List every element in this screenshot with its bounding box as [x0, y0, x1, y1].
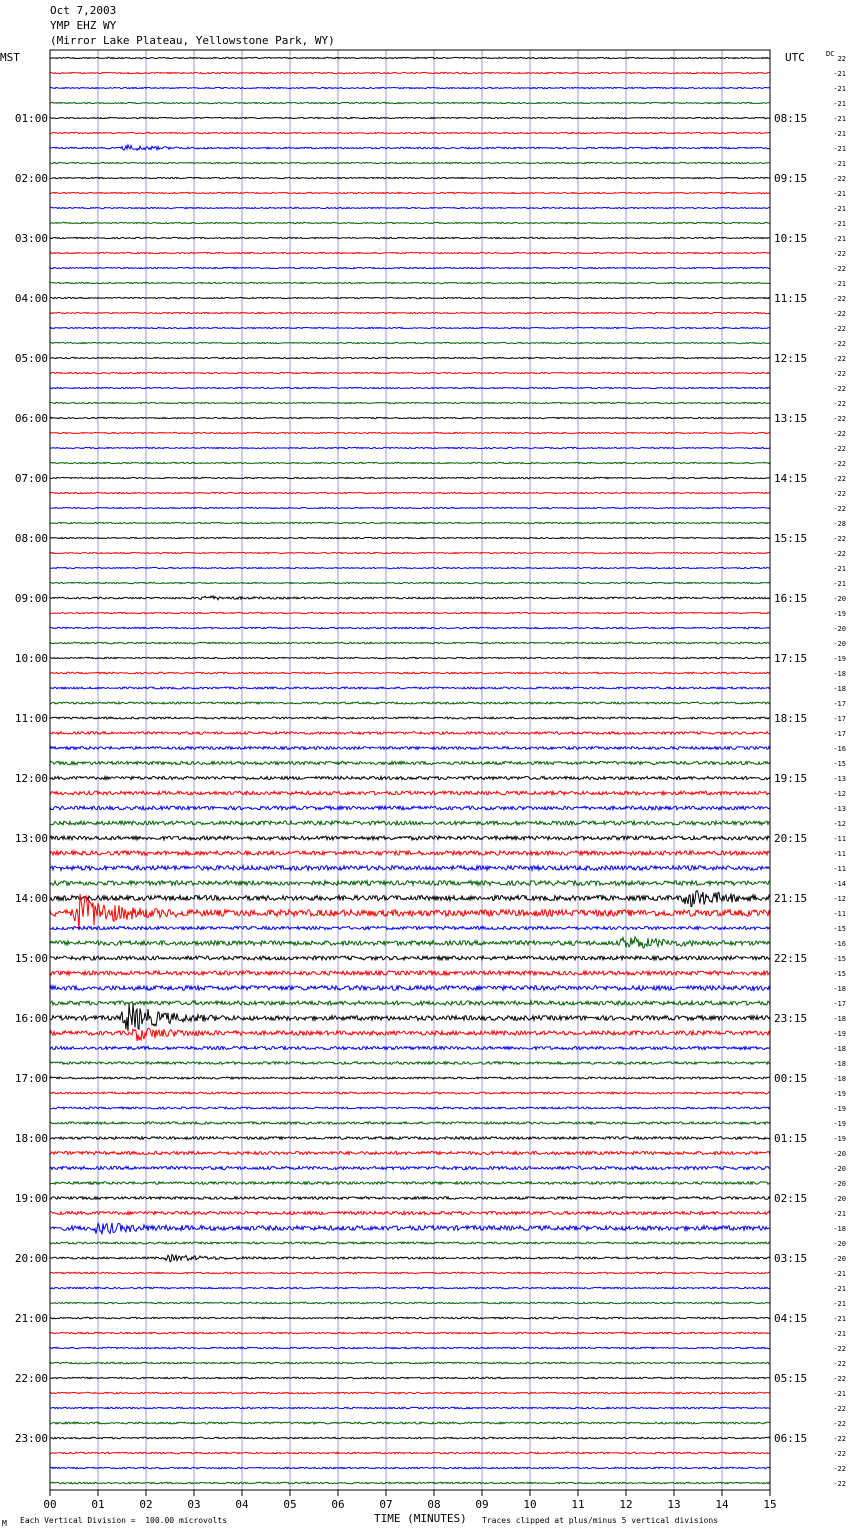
seismic-trace	[50, 342, 770, 343]
seismic-trace	[50, 596, 770, 600]
seismic-trace	[50, 522, 770, 523]
seismic-trace	[50, 1452, 770, 1454]
dc-offset-labels	[833, 55, 846, 1488]
dc-offset-label: -22	[833, 1465, 846, 1473]
utc-hour-labels	[774, 112, 807, 1445]
seismic-trace	[50, 1166, 770, 1169]
dc-offset-label: -22	[833, 355, 846, 363]
seismic-trace	[50, 1092, 770, 1094]
x-tick-label: 05	[283, 1498, 297, 1511]
seismic-traces	[50, 57, 770, 1484]
dc-offset-label: -21	[833, 85, 846, 93]
dc-offset-label: -22	[833, 490, 846, 498]
dc-offset-label: -20	[833, 1150, 846, 1158]
dc-offset-label: -22	[833, 1435, 846, 1443]
seismic-trace	[50, 1211, 770, 1214]
seismic-trace	[50, 1437, 770, 1439]
dc-offset-label: -17	[833, 1000, 846, 1008]
x-tick-label: 12	[619, 1498, 633, 1511]
seismic-trace	[50, 1151, 770, 1154]
dc-offset-label: -11	[833, 865, 846, 873]
seismic-trace	[50, 881, 770, 886]
dc-offset-label: -21	[833, 580, 846, 588]
corner-mark: M	[2, 1519, 7, 1528]
seismic-trace	[50, 1347, 770, 1349]
utc-hour-label: 21:15	[774, 892, 808, 905]
dc-offset-label: -22	[833, 1360, 846, 1368]
mst-hour-label: 19:00	[14, 1192, 48, 1205]
seismic-trace	[50, 1137, 770, 1140]
seismic-trace	[50, 1077, 770, 1079]
seismic-trace	[50, 447, 770, 448]
seismic-trace	[50, 1182, 770, 1185]
dc-offset-label: -22	[833, 1375, 846, 1383]
dc-offset-label: -20	[833, 625, 846, 633]
seismic-trace	[50, 956, 770, 960]
mst-hour-label: 05:00	[14, 352, 48, 365]
x-tick-label: 03	[187, 1498, 201, 1511]
seismic-trace	[50, 102, 770, 103]
scale-note: Each Vertical Division = 100.00 microvolts	[20, 1516, 228, 1525]
utc-hour-label: 10:15	[774, 232, 808, 245]
seismic-trace	[50, 1242, 770, 1244]
seismic-trace	[50, 132, 770, 133]
dc-offset-label: -20	[833, 1195, 846, 1203]
dc-offset-label: -15	[833, 970, 846, 978]
seismic-trace	[50, 1377, 770, 1379]
seismic-trace	[50, 702, 770, 704]
dc-offset-label: -18	[833, 1225, 846, 1233]
dc-offset-label: -21	[833, 160, 846, 168]
dc-offset-label: -18	[833, 670, 846, 678]
x-tick-label: 11	[571, 1498, 585, 1511]
seismic-trace	[50, 1001, 770, 1005]
seismic-trace	[50, 776, 770, 779]
dc-offset-label: -22	[833, 250, 846, 258]
dc-offset-label: -22	[833, 1420, 846, 1428]
seismic-trace	[50, 192, 770, 193]
seismic-trace	[50, 477, 770, 478]
dc-offset-label: -19	[833, 655, 846, 663]
utc-hour-label: 00:15	[774, 1072, 808, 1085]
seismic-trace	[50, 1272, 770, 1274]
dc-offset-label: -18	[833, 1075, 846, 1083]
utc-hour-label: 18:15	[774, 712, 808, 725]
dc-offset-label: -22	[833, 175, 846, 183]
x-tick-label: 08	[427, 1498, 441, 1511]
dc-offset-label: -21	[833, 1300, 846, 1308]
utc-hour-label: 05:15	[774, 1372, 808, 1385]
dc-offset-label: 22	[837, 55, 846, 63]
seismic-trace	[50, 687, 770, 689]
seismic-trace	[50, 267, 770, 268]
x-tick-label: 01	[91, 1498, 105, 1511]
dc-offset-label: -12	[833, 895, 846, 903]
x-tick-label: 04	[235, 1498, 249, 1511]
utc-hour-label: 12:15	[774, 352, 808, 365]
seismic-trace	[50, 117, 770, 118]
seismic-trace	[50, 1317, 770, 1319]
mst-hour-label: 12:00	[14, 772, 48, 785]
mst-hour-label: 10:00	[14, 652, 48, 665]
dc-offset-label: -21	[833, 1330, 846, 1338]
dc-offset-label: -21	[833, 220, 846, 228]
utc-hour-label: 22:15	[774, 952, 808, 965]
seismic-trace	[50, 971, 770, 975]
seismic-trace	[50, 791, 770, 795]
dc-offset-label: -22	[833, 445, 846, 453]
seismic-trace	[50, 747, 770, 750]
mst-hour-label: 03:00	[14, 232, 48, 245]
seismic-trace	[50, 252, 770, 253]
dc-offset-label: -21	[833, 190, 846, 198]
dc-offset-label: -18	[833, 685, 846, 693]
seismic-trace	[50, 417, 770, 418]
dc-offset-label: -21	[833, 1390, 846, 1398]
x-tick-label: 15	[763, 1498, 777, 1511]
dc-offset-label: -20	[833, 595, 846, 603]
utc-axis-label: UTC	[785, 51, 805, 64]
seismic-trace	[50, 87, 770, 88]
seismic-trace	[50, 1107, 770, 1109]
dc-offset-label: -20	[833, 640, 846, 648]
seismic-trace	[50, 222, 770, 223]
seismic-trace	[50, 462, 770, 463]
seismic-trace	[50, 1302, 770, 1304]
seismic-trace	[50, 402, 770, 403]
seismic-trace	[50, 312, 770, 313]
mst-hour-label: 04:00	[14, 292, 48, 305]
dc-offset-label: -13	[833, 805, 846, 813]
seismic-trace	[50, 851, 770, 855]
mst-hour-label: 17:00	[14, 1072, 48, 1085]
dc-offset-label: -18	[833, 1060, 846, 1068]
mst-hour-label: 23:00	[14, 1432, 48, 1445]
dc-offset-label: -17	[833, 715, 846, 723]
dc-offset-label: -22	[833, 415, 846, 423]
dc-offset-label: -21	[833, 565, 846, 573]
dc-offset-label: -19	[833, 1135, 846, 1143]
dc-offset-label: -21	[833, 280, 846, 288]
utc-hour-label: 20:15	[774, 832, 808, 845]
seismic-trace	[50, 237, 770, 238]
x-tick-label: 14	[715, 1498, 729, 1511]
dc-offset-label: -16	[833, 940, 846, 948]
mst-hour-label: 13:00	[14, 832, 48, 845]
seismic-trace	[50, 372, 770, 373]
dc-offset-label: -21	[833, 115, 846, 123]
seismic-trace	[50, 582, 770, 583]
seismic-trace	[50, 327, 770, 328]
dc-offset-label: -11	[833, 835, 846, 843]
mst-hour-label: 22:00	[14, 1372, 48, 1385]
dc-offset-label: -22	[833, 310, 846, 318]
utc-hour-label: 02:15	[774, 1192, 808, 1205]
dc-offset-label: -22	[833, 505, 846, 513]
seismic-trace	[50, 1028, 770, 1041]
dc-offset-label: -22	[833, 370, 846, 378]
seismic-trace	[50, 891, 770, 907]
seismic-trace	[50, 717, 770, 719]
mst-hour-label: 15:00	[14, 952, 48, 965]
mst-hour-label: 20:00	[14, 1252, 48, 1265]
seismic-trace	[50, 926, 770, 929]
mst-hour-label: 21:00	[14, 1312, 48, 1325]
time-grid	[98, 50, 722, 1490]
header-station: YMP EHZ WY	[50, 19, 117, 32]
dc-offset-label: -22	[833, 1405, 846, 1413]
dc-offset-label: -17	[833, 700, 846, 708]
mst-hour-label: 14:00	[14, 892, 48, 905]
seismic-trace	[50, 1255, 770, 1262]
seismic-trace	[50, 567, 770, 568]
dc-offset-label: -19	[833, 1120, 846, 1128]
mst-hour-label: 06:00	[14, 412, 48, 425]
utc-hour-label: 08:15	[774, 112, 808, 125]
dc-label: DC	[826, 50, 835, 58]
dc-offset-label: -22	[833, 475, 846, 483]
dc-offset-label: -19	[833, 1030, 846, 1038]
seismic-trace	[50, 1223, 770, 1235]
dc-offset-label: -22	[833, 535, 846, 543]
dc-offset-label: -22	[833, 1450, 846, 1458]
seismic-trace	[50, 732, 770, 735]
dc-offset-label: -15	[833, 760, 846, 768]
dc-offset-label: -17	[833, 730, 846, 738]
seismic-trace	[50, 1062, 770, 1065]
header-location: (Mirror Lake Plateau, Yellowstone Park, WY)	[50, 34, 335, 47]
x-tick-label: 06	[331, 1498, 345, 1511]
utc-hour-label: 15:15	[774, 532, 808, 545]
seismic-trace	[50, 1332, 770, 1334]
seismic-trace	[50, 821, 770, 825]
dc-offset-label: -21	[833, 205, 846, 213]
seismic-trace	[50, 612, 770, 613]
seismic-trace	[50, 761, 770, 764]
utc-hour-label: 04:15	[774, 1312, 808, 1325]
x-tick-label: 13	[667, 1498, 681, 1511]
mst-axis-label: MST	[0, 51, 20, 64]
dc-offset-label: -22	[833, 1345, 846, 1353]
dc-offset-label: -21	[833, 1270, 846, 1278]
mst-hour-label: 09:00	[14, 592, 48, 605]
mst-hour-label: 11:00	[14, 712, 48, 725]
dc-offset-label: -15	[833, 925, 846, 933]
seismic-trace	[50, 357, 770, 358]
dc-offset-label: -22	[833, 325, 846, 333]
dc-offset-label: -12	[833, 790, 846, 798]
seismic-trace	[50, 642, 770, 644]
dc-offset-label: -22	[833, 400, 846, 408]
seismic-trace	[50, 672, 770, 674]
seismic-trace	[50, 162, 770, 163]
seismic-trace	[50, 866, 770, 871]
mst-hour-label: 08:00	[14, 532, 48, 545]
x-tick-label: 07	[379, 1498, 393, 1511]
utc-hour-label: 16:15	[774, 592, 808, 605]
seismic-trace	[50, 282, 770, 283]
mst-hour-label: 02:00	[14, 172, 48, 185]
utc-hour-label: 17:15	[774, 652, 808, 665]
seismic-trace	[50, 1467, 770, 1469]
dc-offset-label: -22	[833, 385, 846, 393]
utc-hour-label: 11:15	[774, 292, 808, 305]
x-axis-title: TIME (MINUTES)	[374, 1512, 467, 1525]
seismic-trace	[50, 1197, 770, 1200]
dc-offset-label: -21	[833, 100, 846, 108]
utc-hour-label: 19:15	[774, 772, 808, 785]
seismic-trace	[50, 387, 770, 388]
dc-offset-label: -13	[833, 775, 846, 783]
seismic-trace	[50, 1482, 770, 1484]
clip-note: Traces clipped at plus/minus 5 vertical divisions	[482, 1516, 719, 1525]
dc-offset-label: -22	[833, 460, 846, 468]
seismic-trace	[50, 507, 770, 508]
dc-offset-label: -18	[833, 1045, 846, 1053]
utc-hour-label: 09:15	[774, 172, 808, 185]
header-date: Oct 7,2003	[50, 4, 117, 17]
dc-offset-label: -18	[833, 1015, 846, 1023]
x-tick-label: 00	[43, 1498, 57, 1511]
dc-offset-label: -20	[833, 1255, 846, 1263]
dc-offset-label: -19	[833, 1090, 846, 1098]
dc-offset-label: -12	[833, 820, 846, 828]
utc-hour-label: 01:15	[774, 1132, 808, 1145]
x-tick-label: 10	[523, 1498, 537, 1511]
seismic-trace	[50, 207, 770, 208]
x-tick-label: 09	[475, 1498, 489, 1511]
dc-offset-label: -16	[833, 745, 846, 753]
dc-offset-label: -22	[833, 265, 846, 273]
dc-offset-label: -19	[833, 610, 846, 618]
seismic-trace	[50, 657, 770, 658]
utc-hour-label: 14:15	[774, 472, 808, 485]
utc-hour-label: 03:15	[774, 1252, 808, 1265]
seismic-trace	[50, 432, 770, 433]
dc-offset-label: -22	[833, 550, 846, 558]
dc-offset-label: -21	[833, 145, 846, 153]
seismic-trace	[50, 1287, 770, 1289]
dc-offset-label: -11	[833, 850, 846, 858]
seismic-trace	[50, 1046, 770, 1049]
seismic-trace	[50, 1122, 770, 1124]
dc-offset-label: -22	[833, 340, 846, 348]
seismic-trace	[50, 1422, 770, 1424]
dc-offset-label: -21	[833, 70, 846, 78]
dc-offset-label: -21	[833, 1285, 846, 1293]
seismic-trace	[50, 937, 770, 948]
utc-hour-label: 23:15	[774, 1012, 808, 1025]
seismic-trace	[50, 537, 770, 538]
dc-offset-label: -20	[833, 1240, 846, 1248]
mst-hour-label: 07:00	[14, 472, 48, 485]
seismic-trace	[50, 986, 770, 991]
seismic-trace	[50, 806, 770, 810]
mst-hour-labels	[15, 112, 48, 1445]
seismic-trace	[50, 1392, 770, 1394]
dc-offset-label: -14	[833, 880, 846, 888]
seismic-trace	[50, 552, 770, 553]
x-axis-ticks	[43, 1490, 776, 1511]
dc-offset-label: -21	[833, 235, 846, 243]
x-tick-label: 02	[139, 1498, 153, 1511]
seismic-trace	[50, 627, 770, 629]
dc-offset-label: -15	[833, 955, 846, 963]
dc-offset-label: -21	[833, 1210, 846, 1218]
mst-hour-label: 18:00	[14, 1132, 48, 1145]
dc-offset-label: -18	[833, 985, 846, 993]
dc-offset-label: -22	[833, 295, 846, 303]
utc-hour-label: 13:15	[774, 412, 808, 425]
dc-offset-label: -21	[833, 130, 846, 138]
seismic-trace	[50, 297, 770, 298]
mst-hour-label: 01:00	[14, 112, 48, 125]
utc-hour-label: 06:15	[774, 1432, 808, 1445]
seismic-trace	[50, 57, 770, 58]
dc-offset-label: -20	[833, 1165, 846, 1173]
dc-offset-label: -19	[833, 1105, 846, 1113]
seismic-trace	[50, 1407, 770, 1409]
dc-offset-label: -22	[833, 430, 846, 438]
seismic-trace	[50, 177, 770, 178]
seismic-trace	[50, 492, 770, 493]
mst-hour-label: 16:00	[14, 1012, 48, 1025]
seismic-trace	[50, 1362, 770, 1364]
dc-offset-label: -20	[833, 1180, 846, 1188]
seismic-trace	[50, 72, 770, 73]
dc-offset-label: -21	[833, 1315, 846, 1323]
dc-offset-label: -28	[833, 520, 846, 528]
dc-offset-label: -22	[833, 1480, 846, 1488]
seismic-trace	[50, 145, 770, 150]
seismic-trace	[50, 1004, 770, 1031]
seismic-trace	[50, 836, 770, 840]
dc-offset-label: -11	[833, 910, 846, 918]
